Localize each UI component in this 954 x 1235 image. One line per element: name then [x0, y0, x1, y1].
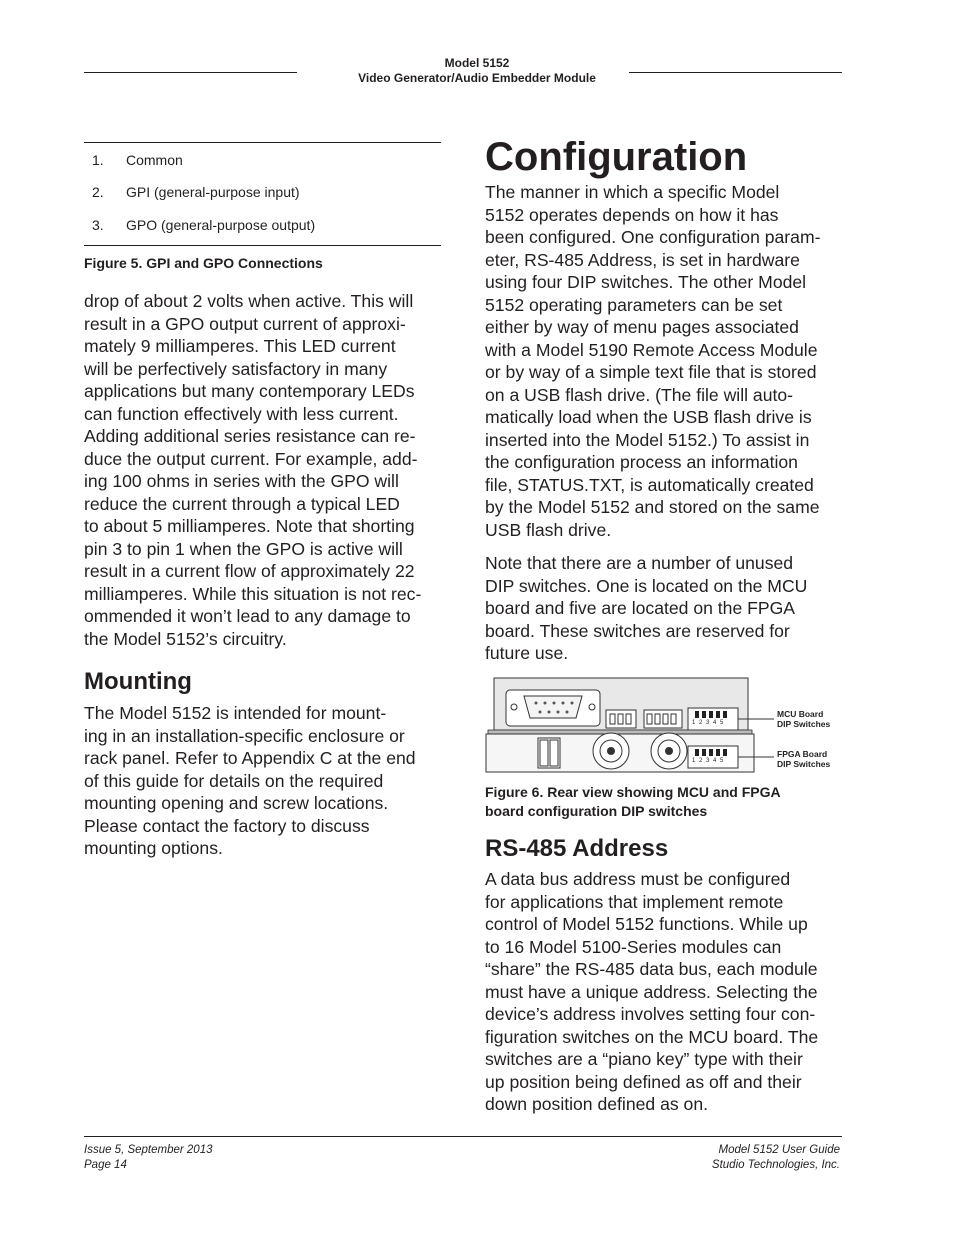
figure5-caption: Figure 5. GPI and GPO Connections: [84, 255, 323, 271]
configuration-heading: Configuration: [485, 135, 748, 179]
rs485-paragraph: A data bus address must be configured for applications that implement remote control of Model 5152 functions. While up to 16 Model 5100-Series modules can “share” the RS-485 data bus, each module must have a unique address. Selecting the device’s address involves setting four con- figuration switches on the MCU board. The switches are a “piano key” type with their up position being defined as off and their down position defined as on.: [485, 869, 819, 1114]
dip-switch-note-paragraph: Note that there are a number of unused DIP switches. One is located on the MCU board and five are located on the FPGA board. These switches are reserved for future use.: [485, 553, 808, 663]
rs485-heading: RS-485 Address: [485, 835, 669, 862]
footer-right: Model 5152 User Guide Studio Technologies, Inc.: [711, 1144, 840, 1171]
figure5-bottom-rule: [84, 245, 441, 246]
left-paragraph: drop of about 2 volts when active. This will result in a GPO output current of approxi- mately 9 milliamperes. This LED current will be perfectively satisfactory in many applications but many contemporary LEDs can function effectively with less current. Adding additional series resistance can re- duce the output current. For example, add- ing 100 ohms in series with the GPO will reduce the current through a typical LED to about 5 milliamperes. Note that shorting pin 3 to pin 1 when the GPO is active will result in a current flow of approximately 22 milliamperes. While this situation is not rec- ommended it won’t lead to any damage to the Model 5152’s circuitry.: [84, 291, 422, 649]
mcu-dip-label: MCU Board DIP Switches: [777, 709, 831, 729]
header-model: Model 5152: [444, 56, 510, 70]
list-item-number: 3.: [92, 217, 104, 233]
fpga-dip-label: FPGA Board DIP Switches: [777, 749, 831, 769]
header-subtitle: Video Generator/Audio Embedder Module: [358, 71, 596, 85]
figure5-top-rule: [84, 142, 441, 143]
mounting-paragraph: The Model 5152 is intended for mount- ing in an installation-specific enclosure or rack panel. Refer to Appendix C at the end of this guide for details on the required mounting opening and screw locations. Please contact the factory to discuss mounting options.: [84, 703, 416, 858]
mcu-dip-numbers: 1 2 3 4 5: [692, 720, 725, 726]
footer-rule: [84, 1136, 842, 1137]
configuration-paragraph: The manner in which a specific Model 5152 operates depends on how it has been configured. One configuration param- eter, RS-485 Address, is set in hardware using four DIP switches. The other Model 5152 operating parameters can be set either by way of menu pages associated with a Model 5190 Remote Access Module or by way of a simple text file that is stored on a USB flash drive. (The file will auto- matically load when the USB flash drive is inserted into the Model 5152.) To assist in the configuration process an information file, STATUS.TXT, is automatically created by the Model 5152 and stored on the same USB flash drive.: [485, 182, 821, 540]
fpga-dip-numbers: 1 2 3 4 5: [692, 758, 725, 764]
list-item-number: 2.: [92, 184, 104, 200]
list-item-label: GPI (general-purpose input): [126, 184, 300, 200]
list-item-number: 1.: [92, 152, 104, 168]
figure6-caption: Figure 6. Rear view showing MCU and FPGA board configuration DIP switches: [485, 784, 781, 819]
footer-left: Issue 5, September 2013 Page 14: [84, 1144, 213, 1171]
list-item-label: GPO (general-purpose output): [126, 217, 316, 233]
mounting-heading: Mounting: [84, 668, 192, 695]
rear-panel-illustration: [484, 676, 844, 776]
list-item-label: Common: [126, 152, 183, 168]
